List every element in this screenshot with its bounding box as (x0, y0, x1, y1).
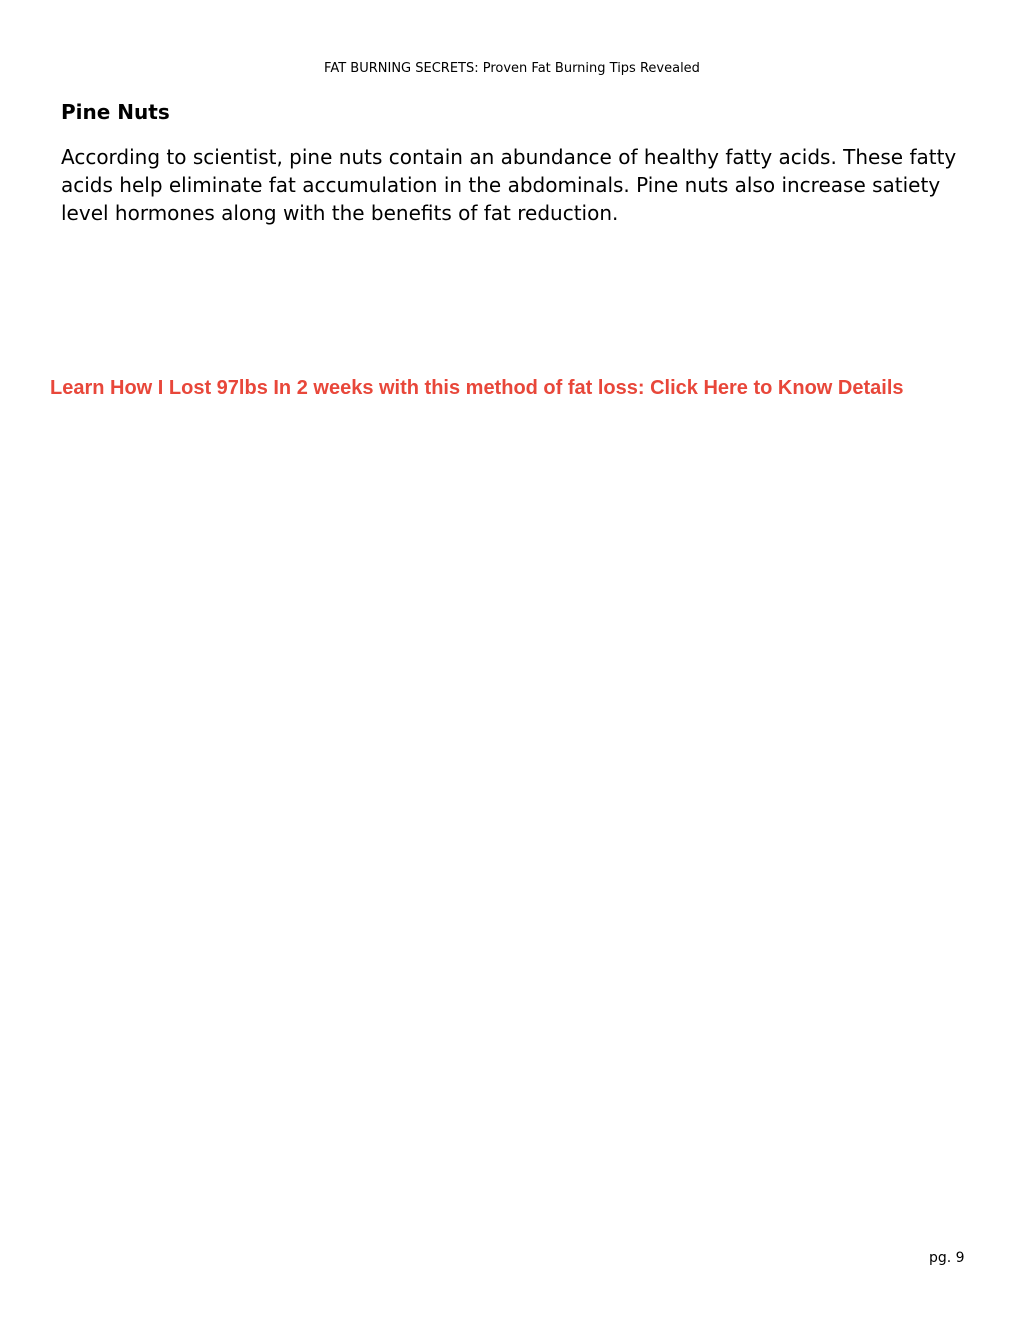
running-header: FAT BURNING SECRETS: Proven Fat Burning Tips Revealed (324, 61, 700, 76)
promo-link[interactable]: Learn How I Lost 97lbs In 2 weeks with this method of fat loss: Click Here to Know Details (50, 377, 904, 399)
section-heading: Pine Nuts (61, 100, 170, 124)
body-paragraph: According to scientist, pine nuts contain an abundance of healthy fatty acids. These fatty acids help eliminate fat accumulation in the abdominals. Pine nuts also increase satiety level hormones along with the benefits of fat reduction. (61, 145, 957, 225)
page-number: pg. 9 (929, 1250, 965, 1266)
